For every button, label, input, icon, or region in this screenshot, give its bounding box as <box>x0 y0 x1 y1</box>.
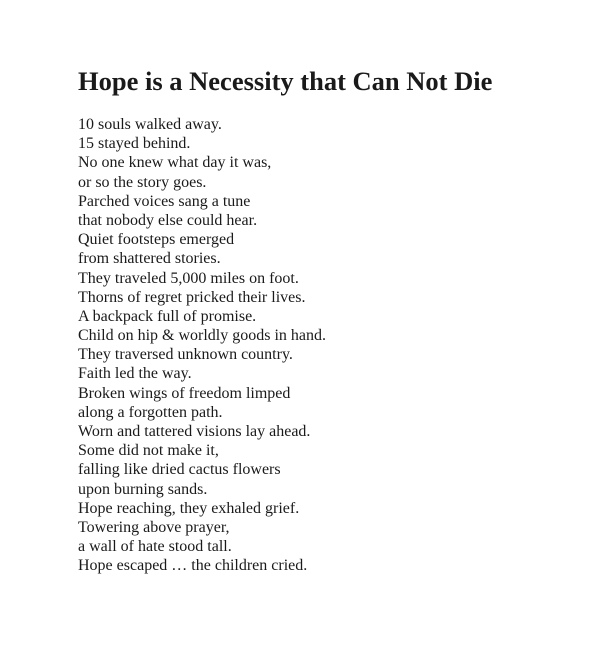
poem-line: Broken wings of freedom limped <box>78 384 291 402</box>
poem-line: from shattered stories. <box>78 250 221 268</box>
poem-line: Worn and tattered visions lay ahead. <box>78 423 311 440</box>
poem-line: or so the story goes. <box>78 173 207 191</box>
poem-line: Some did not make it, <box>78 442 219 460</box>
poem-line: Child on hip & worldly goods in hand. <box>78 327 326 345</box>
poem-line: a wall of hate stood tall. <box>78 538 232 556</box>
poem-line: upon burning sands. <box>78 480 208 498</box>
poem-line: along a forgotten path. <box>78 403 223 421</box>
poem-line: Hope escaped … the children cried. <box>78 557 308 575</box>
poem-line: 15 stayed behind. <box>78 135 191 153</box>
poem-line: Parched voices sang a tune <box>78 192 251 210</box>
poem-line: Faith led the way. <box>78 365 192 383</box>
poem-line: A backpack full of promise. <box>78 307 257 325</box>
poem-line: They traversed unknown country. <box>78 346 293 364</box>
poem-line: that nobody else could hear. <box>78 211 258 229</box>
poem-body <box>78 115 326 576</box>
poem-line: Quiet footsteps emerged <box>78 231 235 249</box>
poem-title: Hope is a Necessity that Can Not Die <box>78 66 493 96</box>
poem-line: Thorns of regret pricked their lives. <box>78 288 306 306</box>
poem-line: Hope reaching, they exhaled grief. <box>78 499 300 517</box>
poem-line: No one knew what day it was, <box>78 154 272 172</box>
poem-line: Towering above prayer, <box>78 518 230 536</box>
poem-line: falling like dried cactus flowers <box>78 461 281 479</box>
poem-line: They traveled 5,000 miles on foot. <box>78 269 299 287</box>
poem-line: 10 souls walked away. <box>78 116 222 133</box>
